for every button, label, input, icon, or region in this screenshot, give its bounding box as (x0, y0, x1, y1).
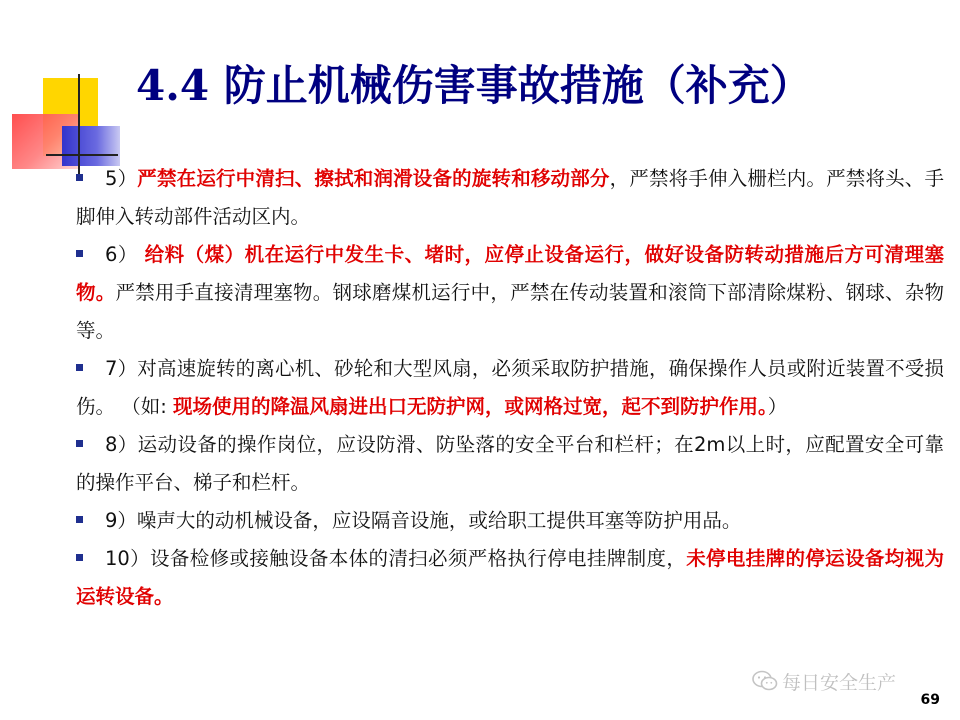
bullet-square-icon (76, 174, 83, 181)
item-highlight: 严禁在运行中清扫、擦拭和润滑设备的旋转和移动部分 (137, 167, 610, 190)
bullet-square-icon (76, 250, 83, 257)
bullet-list (76, 160, 944, 616)
item-marker: 9） (105, 509, 137, 532)
bullet-square-icon (76, 364, 83, 371)
item-highlight: 给料（煤）机在运行中发生卡、堵时，应停止设备运行，做好设备防转动措施后方可清理塞物。 (76, 243, 944, 304)
bullet-square-icon (76, 440, 83, 447)
list-item-10 (76, 540, 944, 616)
page-number: 69 (920, 692, 940, 708)
bullet-square-icon (76, 554, 83, 561)
watermark (752, 668, 896, 697)
item-highlight-2: 现场使用的降温风扇进出口无防护网，或网格过宽，起不到防护作用。 (172, 395, 768, 418)
item-text-2: ） (767, 395, 788, 418)
list-item-8 (76, 426, 944, 502)
item-text: 对高速旋转的离心机、砂轮和大型风扇，必须采取防护措施，确保操作人员或附近装置不受损伤。 （如: (76, 357, 944, 418)
wechat-icon (752, 670, 778, 697)
item-highlight-2: 未停电挂牌的停运设备均视为运转设备。 (76, 547, 944, 608)
list-item-7 (76, 350, 944, 426)
item-text: ，严禁将手伸入栅栏内。严禁将头、手脚伸入转动部件活动区内。 (76, 167, 944, 228)
list-item-6 (76, 236, 944, 350)
item-marker: 6） (105, 243, 145, 266)
item-text: 设备检修或接触设备本体的清扫必须严格执行停电挂牌制度， (150, 547, 687, 570)
item-text: 运动设备的操作岗位，应设防滑、防坠落的安全平台和栏杆；在2m以上时，应配置安全可靠的操作平台、梯子和栏杆。 (76, 433, 944, 494)
list-item-9 (76, 502, 944, 540)
item-marker: 7） (105, 357, 138, 380)
item-marker: 8） (105, 433, 138, 456)
decor-horizontal-line (46, 154, 118, 156)
watermark-text: 每日安全生产 (782, 672, 897, 694)
bullet-square-icon (76, 516, 83, 523)
item-text: 噪声大的动机械设备，应设隔音设施，或给职工提供耳塞等防护用品。 (136, 509, 742, 532)
slide-title: 4.4 防止机械伤害事故措施（补充） (136, 61, 812, 110)
item-marker: 5） (105, 167, 138, 190)
item-text: 严禁用手直接清理塞物。钢球磨煤机运行中，严禁在传动装置和滚筒下部清除煤粉、钢球、杂物等。 (76, 281, 944, 342)
item-marker: 10） (105, 547, 151, 570)
list-item-5 (76, 160, 944, 236)
